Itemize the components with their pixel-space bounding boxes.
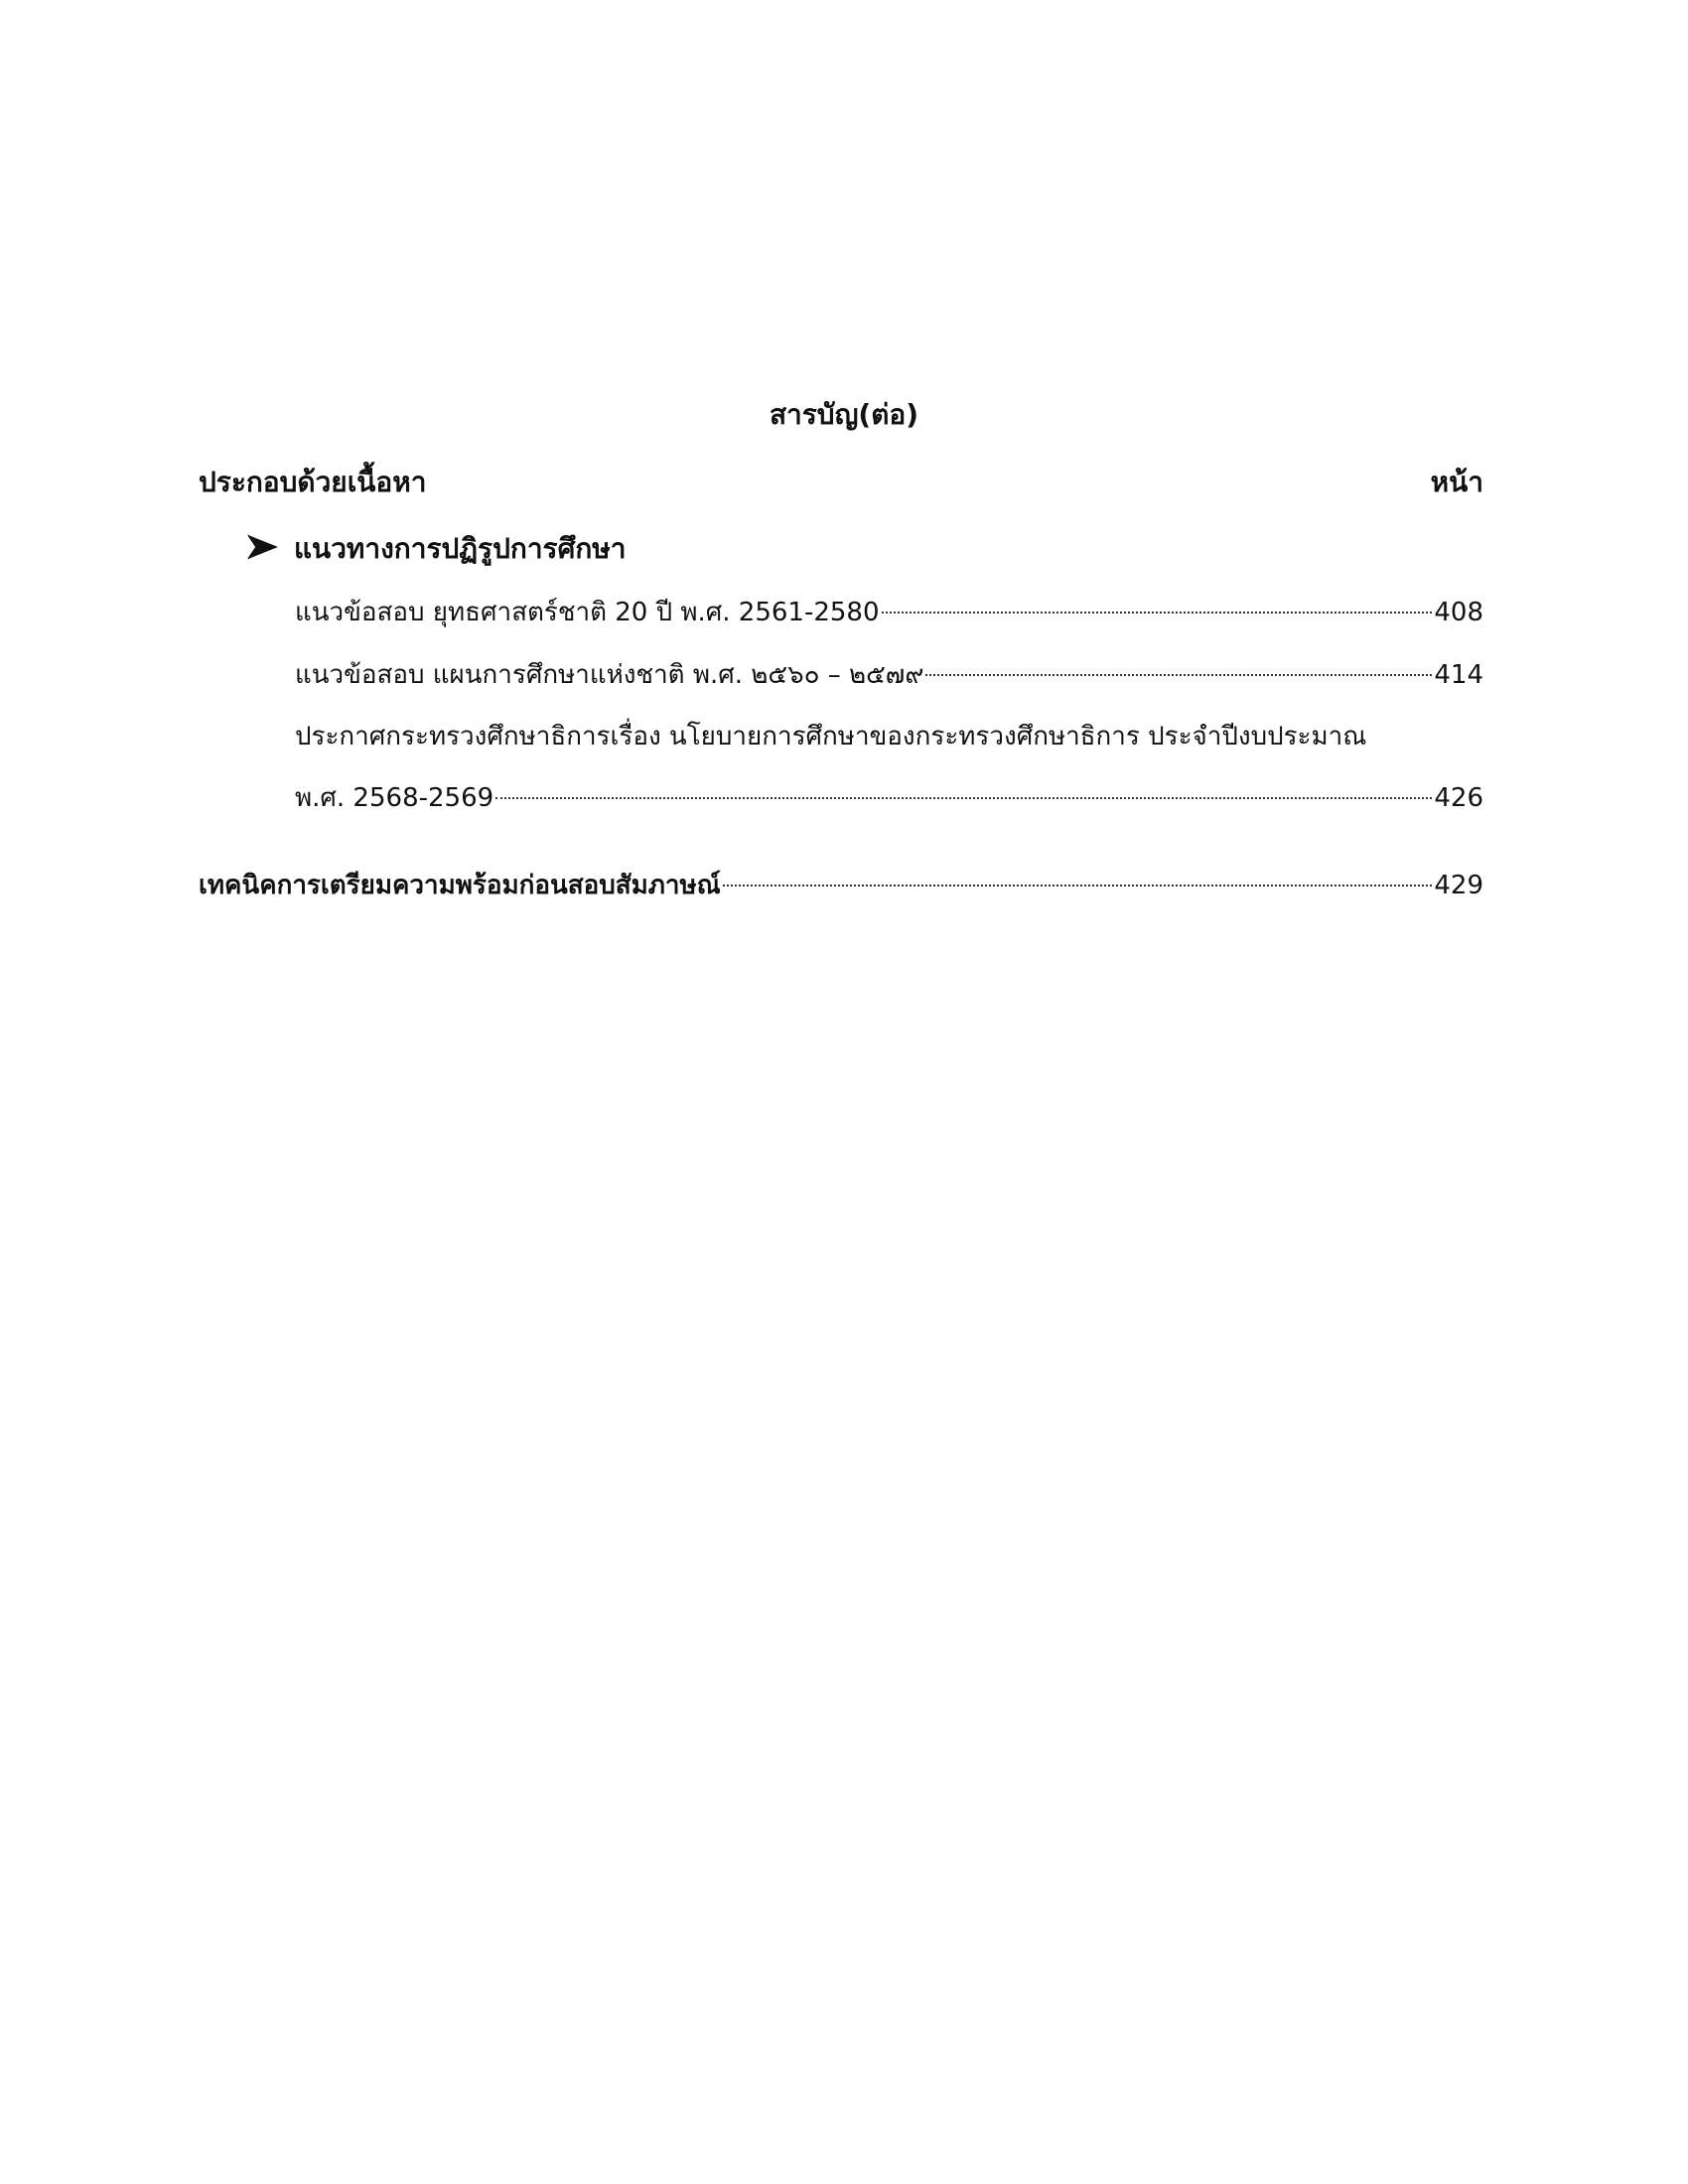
toc-entry-label: เทคนิคการเตรียมความพร้อมก่อนสอบสัมภาษณ์: [199, 871, 721, 900]
page-column-label: หน้า: [1430, 466, 1483, 498]
toc-entry-label: แนวข้อสอบ ยุทธศาสตร์ชาติ 20 ปี พ.ศ. 2561-2580: [295, 598, 880, 627]
toc-entry-label: แนวข้อสอบ แผนการศึกษาแห่งชาติ พ.ศ. ๒๕๖๐ – ๒๕๗๙: [295, 660, 924, 690]
contents-column-label: ประกอบด้วยเนื้อหา: [199, 466, 427, 498]
dot-leader: [723, 885, 1433, 887]
toc-entry-page: 414: [1434, 660, 1483, 690]
toc-entry-page: 408: [1434, 598, 1483, 627]
toc-entry-page: 429: [1434, 871, 1483, 900]
section-heading: [246, 529, 626, 569]
toc-entry-page: 426: [1434, 783, 1483, 813]
dot-leader: [495, 797, 1432, 799]
toc-entry[interactable]: [295, 778, 1483, 818]
toc-header: [199, 463, 1483, 502]
toc-entry[interactable]: [295, 593, 1483, 632]
toc-entry[interactable]: [295, 655, 1483, 695]
page-title: สารบัญ(ต่อ): [769, 398, 919, 431]
arrow-bullet-icon: [246, 533, 280, 561]
toc-entry-label-line2: พ.ศ. 2568-2569: [295, 783, 494, 813]
toc-entry-final[interactable]: [199, 866, 1483, 905]
dot-leader: [882, 612, 1433, 614]
toc-entry-label-line1[interactable]: ประกาศกระทรวงศึกษาธิการเรื่อง นโยบายการศึกษาของกระทรวงศึกษาธิการ ประจำปีงบประมาณ: [295, 722, 1367, 751]
section-heading-text: แนวทางการปฏิรูปการศึกษา: [294, 532, 627, 565]
dot-leader: [925, 674, 1432, 676]
